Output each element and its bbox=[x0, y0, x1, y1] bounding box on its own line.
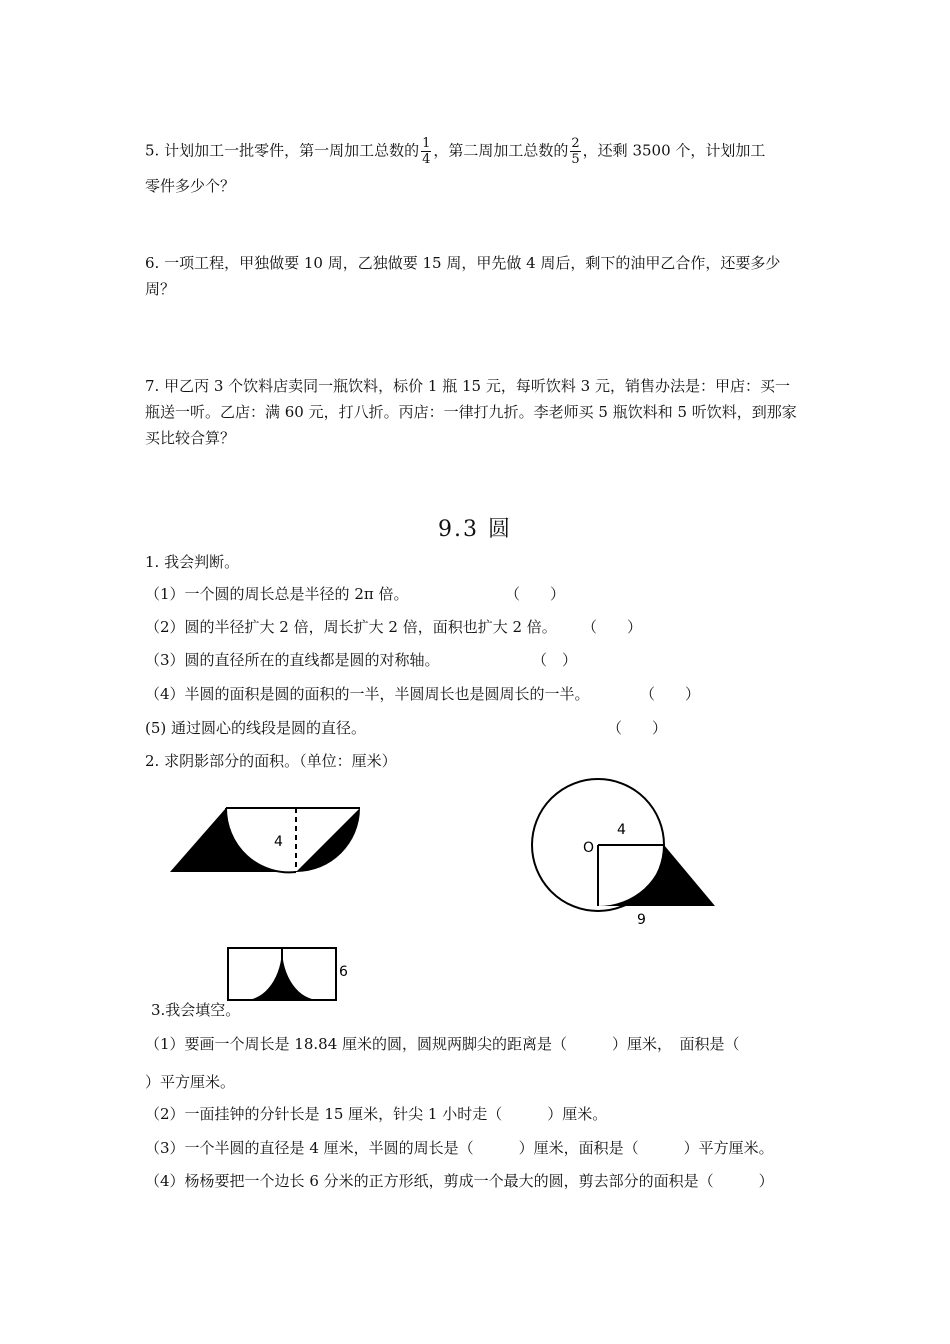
problem-7-line3: 买比较合算？ bbox=[145, 429, 236, 447]
fig2-label-center: O bbox=[583, 840, 595, 856]
q3-item-3: （3）一个半圆的直径是 4 厘米，半圆的周长是（ ）厘米，面积是（ ）平方厘米。 bbox=[145, 1139, 774, 1157]
problem-5-line1 bbox=[145, 136, 765, 167]
fig3-left-shaded bbox=[245, 948, 282, 1000]
figure-1-shaded-semicircle bbox=[170, 804, 370, 884]
q1-blank-1: （ ） bbox=[505, 585, 566, 603]
fig3-label: 6 bbox=[339, 964, 348, 980]
q1-item-3: （3）圆的直径所在的直线都是圆的对称轴。 bbox=[145, 651, 440, 669]
fig3-right-shaded bbox=[282, 948, 319, 1000]
q1-item-1: （1）一个圆的周长总是半径的 2π 倍。 bbox=[145, 585, 409, 603]
q3-heading: 3.我会填空。 bbox=[151, 1001, 241, 1019]
problem-5-text-a: 5. 计划加工一批零件，第一周加工总数的 bbox=[145, 141, 420, 160]
q3-item-4: （4）杨杨要把一个边长 6 分米的正方形纸，剪成一个最大的圆，剪去部分的面积是（ ） bbox=[145, 1172, 774, 1190]
q3-item-2: （2）一面挂钟的分针长是 15 厘米，针尖 1 小时走（ ）厘米。 bbox=[145, 1105, 608, 1123]
fig1-label: 4 bbox=[274, 834, 283, 850]
q3-item-1-line2: ）平方厘米。 bbox=[145, 1073, 236, 1091]
problem-5-text-c: ，还剩 3500 个，计划加工 bbox=[582, 141, 766, 160]
problem-6-line1: 6. 一项工程，甲独做要 10 周，乙独做要 15 周，甲先做 4 周后，剩下的油甲乙合作，还要多少 bbox=[145, 254, 781, 272]
q1-item-2: （2）圆的半径扩大 2 倍，周长扩大 2 倍，面积也扩大 2 倍。 bbox=[145, 618, 557, 636]
q1-blank-2: （ ） bbox=[582, 618, 643, 636]
q1-blank-5: （ ） bbox=[607, 719, 668, 737]
section-title: 9.3 圆 bbox=[438, 517, 512, 542]
problem-6-line2: 周？ bbox=[145, 280, 176, 298]
fig2-shaded-region bbox=[598, 845, 715, 906]
figure-2-circle-quadrant bbox=[525, 778, 725, 938]
fig1-right-shaded-region bbox=[296, 808, 360, 872]
fig2-label-radius: 4 bbox=[617, 822, 626, 838]
q3-item-1-line1: （1）要画一个周长是 18.84 厘米的圆，圆规两脚尖的距离是（ ）厘米， 面积是（ bbox=[145, 1035, 740, 1053]
figure-3-rectangle-arcs bbox=[225, 945, 365, 1005]
fig2-label-base: 9 bbox=[637, 912, 646, 928]
problem-5-line2: 零件多少个？ bbox=[145, 177, 236, 195]
problem-7-line1: 7. 甲乙丙 3 个饮料店卖同一瓶饮料，标价 1 瓶 15 元，每听饮料 3 元，销售办法是：甲店：买一 bbox=[145, 377, 790, 395]
q1-blank-4: （ ） bbox=[640, 685, 701, 703]
fraction-one-quarter: $\frac{1}{4}$ bbox=[422, 136, 431, 167]
q1-blank-3: （ ） bbox=[532, 651, 578, 669]
q1-item-4: （4）半圆的面积是圆的面积的一半，半圆周长也是圆周长的一半。 bbox=[145, 685, 590, 703]
fraction-two-fifths: $\frac{2}{5}$ bbox=[571, 136, 580, 167]
q1-heading: 1. 我会判断。 bbox=[145, 553, 240, 571]
q2-heading: 2. 求阴影部分的面积。（单位：厘米） bbox=[145, 752, 397, 770]
problem-5-text-b: ，第二周加工总数的 bbox=[433, 141, 569, 160]
q1-item-5: (5) 通过圆心的线段是圆的直径。 bbox=[145, 719, 367, 737]
problem-7-line2: 瓶送一听。乙店：满 60 元，打八折。丙店：一律打九折。李老师买 5 瓶饮料和 5 听饮料，到那家 bbox=[145, 403, 797, 421]
